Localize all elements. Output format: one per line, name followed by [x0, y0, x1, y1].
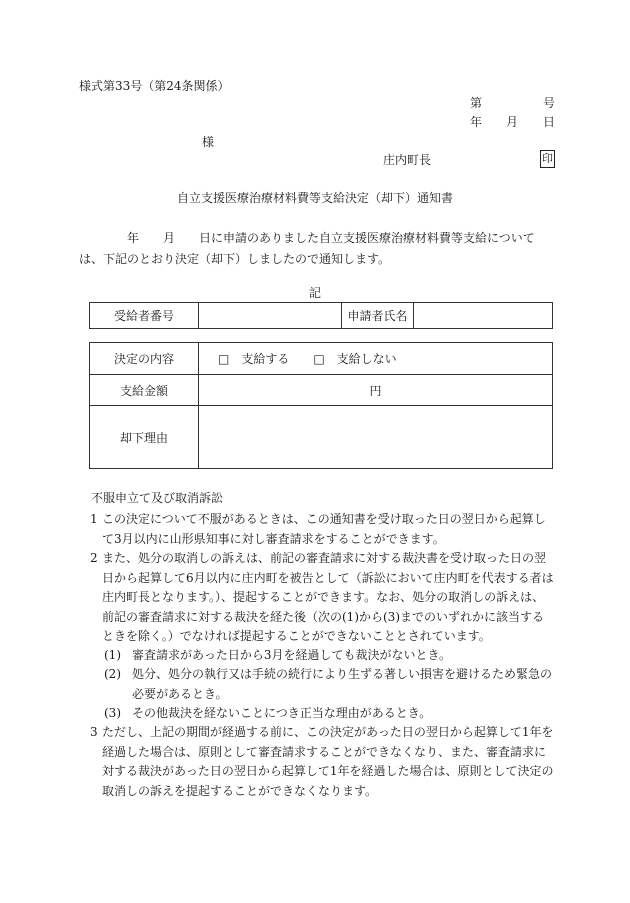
- recipient-number-value[interactable]: [199, 303, 342, 329]
- applicant-name-label: 申請者氏名: [342, 303, 414, 329]
- date-month-label: 月: [506, 115, 519, 129]
- notice-sub-item-text: 処分、処分の執行又は手続の続行により生ずる著しい損害を避けるため緊急の必要があるとき。: [132, 667, 553, 701]
- decision-table: [89, 342, 553, 469]
- decision-label: 決定の内容: [90, 343, 199, 375]
- notice-sub-item-text: その他裁決を経ないことにつき正当な理由があるとき。: [132, 706, 432, 720]
- notice-item-text: また、処分の取消しの訴えは、前記の審査請求に対する裁決書を受け取った日の翌日から起算して6月以内に庄内町を被告として（訴訟において庄内町を代表する者は庄内町長となります。）、提起することができます。なお、処分の取消しの訴えは、前記の審査請求に対する裁決を経た後（次の(1)から(3)までのいずれかに該当するときを除く。）でなければ提起することができないこととされています。: [102, 551, 554, 643]
- notice-item-text: この決定について不服があるときは、この通知書を受け取った日の翌日から起算して3月以内に山形県知事に対し審査請求をすることができます。: [102, 512, 546, 546]
- date-year-label: 年: [470, 115, 483, 129]
- notice-item: [79, 510, 555, 549]
- addressee-suffix: 様: [202, 135, 215, 149]
- recipient-number-label: 受給者番号: [90, 303, 199, 329]
- notice-item-number: 2: [90, 551, 98, 565]
- notice-item-number: 1: [90, 512, 98, 526]
- body-paragraph: 年 月 日に申請のありました自立支援医療治療材料費等支給については、下記のとおり決定（却下）しましたので通知します。: [79, 231, 535, 266]
- notice-item: [79, 723, 555, 801]
- notice-sub-item-number: (2): [104, 667, 121, 681]
- option-grant[interactable]: □ 支給する: [218, 352, 290, 366]
- option-deny[interactable]: □ 支給しない: [313, 352, 397, 366]
- document-title: 自立支援医療治療材料費等支給決定（却下）通知書: [176, 191, 453, 205]
- amount-unit: 円: [199, 375, 553, 406]
- seal-stamp: 印: [540, 150, 555, 168]
- date-day-label: 日: [543, 115, 556, 129]
- ki-heading: 記: [308, 286, 321, 300]
- document-number-suffix: 号: [543, 96, 556, 110]
- notice-sub-item-text: 審査請求があった日から3月を経過しても裁決がないとき。: [132, 648, 452, 662]
- notice-sub-item: [100, 704, 555, 724]
- notice-item: [79, 549, 555, 647]
- notice-sub-item: [100, 646, 555, 666]
- notice-sub-item-number: (1): [104, 648, 121, 662]
- document-number-prefix: 第: [470, 96, 483, 110]
- notice-sub-item: [100, 665, 555, 704]
- notice-sub-item-number: (3): [104, 706, 121, 720]
- amount-label: 支給金額: [90, 375, 199, 406]
- recipient-table: [89, 302, 553, 329]
- decision-options: [199, 343, 553, 375]
- notice-item-number: 3: [90, 725, 98, 739]
- form-number: 様式第33号（第24条関係）: [79, 79, 230, 93]
- rejection-reason-label: 却下理由: [90, 406, 199, 469]
- sender-name: 庄内町長: [383, 153, 432, 167]
- notice-heading: 不服申立て及び取消訴訟: [91, 491, 224, 505]
- notice-item-text: ただし、上記の期間が経過する前に、この決定があった日の翌日から起算して1年を経過した場合は、原則として審査請求することができなくなり、また、審査請求に対する裁決があった日の翌日から起算して1年を経過した場合は、原則として決定の取消しの訴えを提起することができなくなります。: [102, 725, 554, 798]
- applicant-name-value[interactable]: [414, 303, 553, 329]
- rejection-reason-value[interactable]: [199, 406, 553, 469]
